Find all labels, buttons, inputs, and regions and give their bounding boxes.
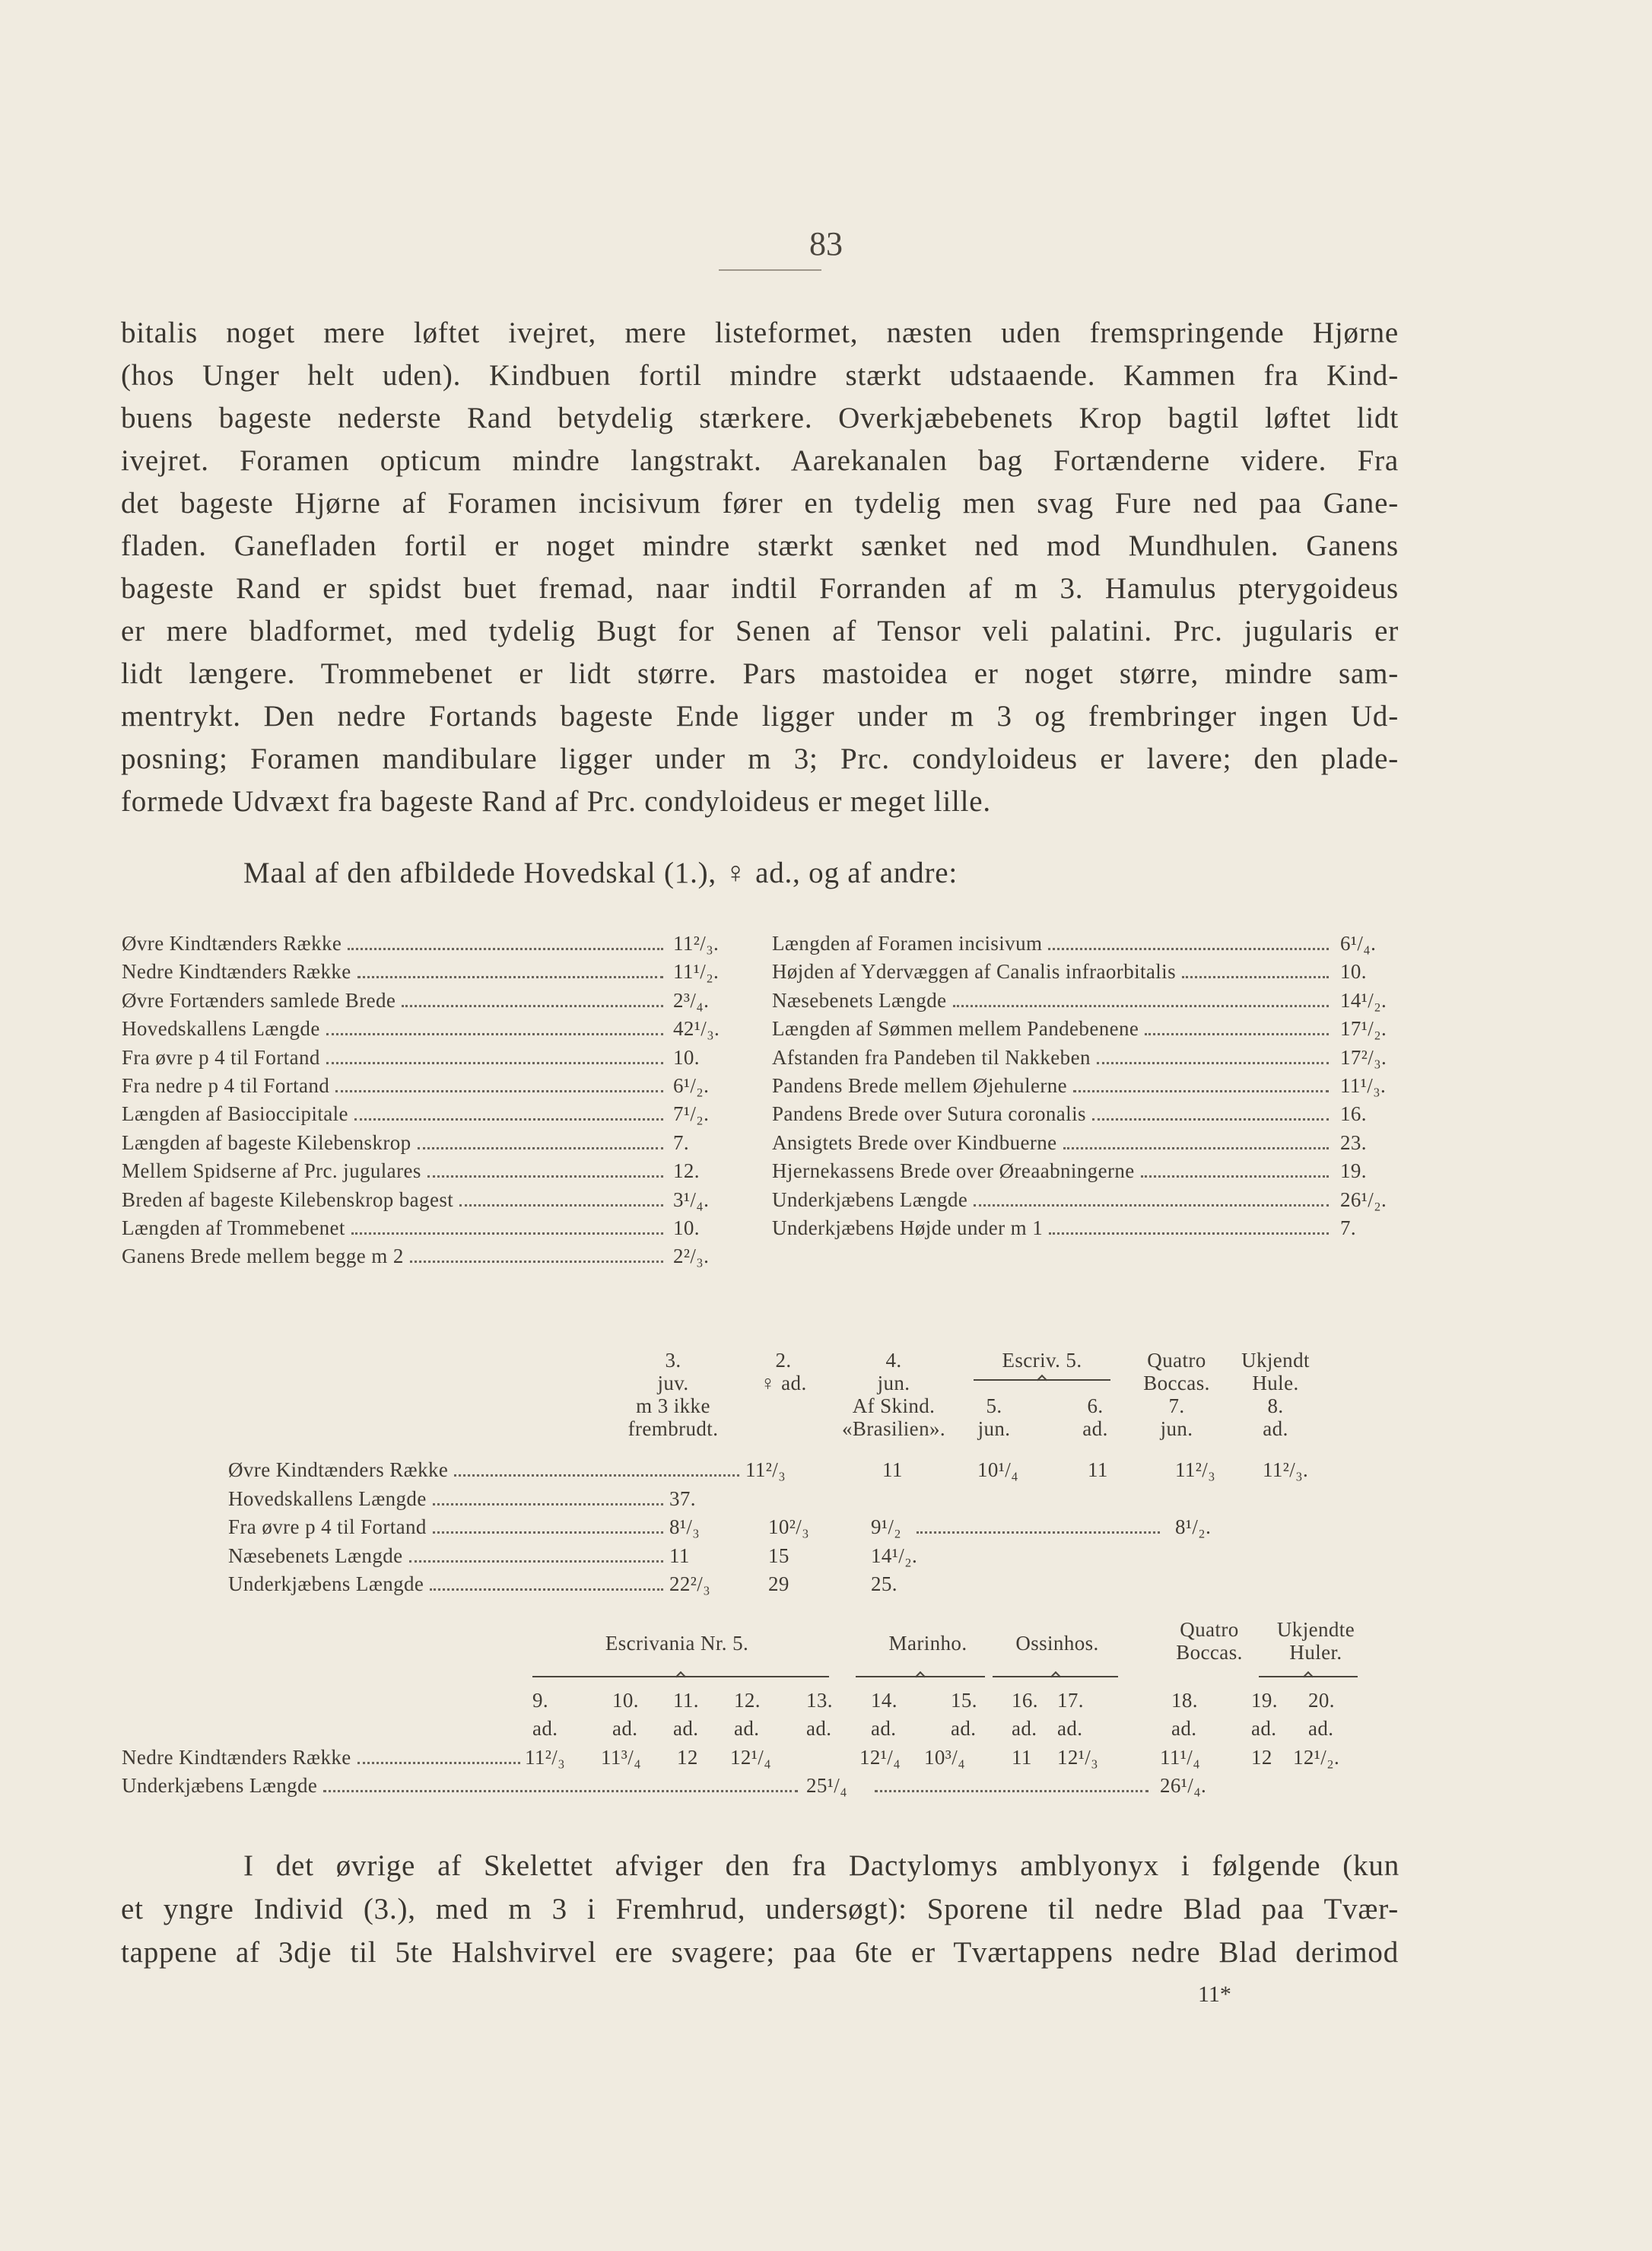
measure-label: Breden af bageste Kilebenskrop bagest [122, 1188, 454, 1211]
body-line: formede Udvæxt fra bageste Rand af Prc. condyloideus er meget lille. [121, 785, 991, 818]
column-age: ad. [612, 1717, 638, 1740]
table-header: jun. [977, 1417, 1011, 1440]
table-row-label: Hovedskallens Længde [228, 1487, 427, 1510]
measure-label: Fra øvre p 4 til Fortand [122, 1046, 320, 1069]
table-cell: 9¹/₂ [871, 1515, 902, 1538]
measure-value: 7¹/₂. [673, 1102, 710, 1125]
table-cell: 11²/₃ [525, 1746, 566, 1769]
table-row-label: Øvre Kindtænders Række [228, 1458, 449, 1481]
signature-mark: 11* [1198, 1982, 1231, 2007]
measure-value: 2³/₄. [673, 989, 710, 1012]
table-cell: 25¹/₄ [806, 1774, 848, 1797]
leader-dots [1145, 1032, 1329, 1035]
measure-label: Pandens Brede over Sutura coronalis [772, 1102, 1086, 1125]
table-header: Quatro [1147, 1349, 1206, 1372]
group-header: Escrivania Nr. 5. [605, 1632, 749, 1655]
measure-label: Længden af Basioccipitale [122, 1102, 348, 1125]
table-cell: 11 [882, 1458, 903, 1481]
body-line: ivejret. Foramen opticum mindre langstrakt. Aarekanalen bag Fortænderne videre. Fra [121, 444, 1399, 477]
measure-label: Længden af Foramen incisivum [772, 932, 1043, 955]
group-header: Ossinhos. [1015, 1632, 1099, 1655]
table-header: Boccas. [1143, 1372, 1210, 1394]
table-row-label: Fra øvre p 4 til Fortand [228, 1515, 427, 1538]
measure-value: 17¹/₂. [1340, 1017, 1387, 1040]
measure-label: Pandens Brede mellem Øjehulerne [772, 1074, 1068, 1097]
brace [974, 1379, 1110, 1387]
leader-dots [357, 1760, 520, 1764]
measure-value: 16. [1340, 1102, 1367, 1125]
column-age: ad. [1057, 1717, 1083, 1740]
table-cell: 11 [669, 1544, 690, 1567]
brace [993, 1676, 1118, 1683]
measure-value: 6¹/₂. [673, 1074, 710, 1097]
leader-dots [335, 1089, 663, 1092]
column-number: 12. [734, 1689, 761, 1712]
measure-value: 11²/₃. [673, 932, 720, 955]
leader-dots [433, 1530, 663, 1534]
leader-dots [323, 1788, 798, 1792]
table-header: 7. [1168, 1394, 1185, 1417]
table-cell: 29 [768, 1572, 789, 1595]
column-number: 11. [673, 1689, 699, 1712]
measure-label: Hjernekassens Brede over Øreaabningerne [772, 1159, 1135, 1182]
measure-value: 3¹/₄. [673, 1188, 710, 1211]
table-row-label: Underkjæbens Længde [228, 1572, 424, 1595]
table-header: jun. [1160, 1417, 1193, 1440]
table-cell: 11²/₃. [1263, 1458, 1309, 1481]
table-header: juv. [657, 1372, 689, 1394]
leader-dots [354, 1117, 663, 1121]
leader-dots [454, 1473, 739, 1477]
column-age: ad. [734, 1717, 760, 1740]
table-cell: 10²/₃ [768, 1515, 810, 1538]
body-line: det bageste Hjørne af Foramen incisivum fører en tydelig men svag Fure ned paa Gane- [121, 487, 1399, 520]
measure-label: Øvre Kindtænders Række [122, 932, 342, 955]
table-cell: 12¹/₄ [859, 1746, 901, 1769]
column-age: ad. [951, 1717, 977, 1740]
measure-value: 10. [673, 1216, 700, 1239]
body-line: lidt længere. Trommebenet er lidt større. Pars mastoidea er noget større, mindre sam- [121, 657, 1399, 690]
brace [1259, 1676, 1358, 1683]
column-age: ad. [871, 1717, 897, 1740]
table-cell: 11²/₃ [1175, 1458, 1216, 1481]
table-header: ad. [1082, 1417, 1108, 1440]
table-cell: 11 [1088, 1458, 1108, 1481]
measure-label: Underkjæbens Længde [772, 1188, 968, 1211]
leader-dots [326, 1060, 663, 1064]
group-header: Quatro [1180, 1618, 1239, 1641]
leader-dots [1141, 1174, 1329, 1178]
table-cell: 8¹/₂. [1175, 1515, 1212, 1538]
table-cell: 15 [768, 1544, 789, 1567]
leader-dots [430, 1587, 663, 1591]
table-header: «Brasilien». [841, 1417, 946, 1440]
table-row-label: Nedre Kindtænders Række [122, 1746, 351, 1769]
column-age: ad. [1012, 1717, 1037, 1740]
column-number: 13. [806, 1689, 833, 1712]
table-cell: 10¹/₄ [977, 1458, 1019, 1481]
measure-value: 17²/₃. [1340, 1046, 1387, 1069]
table-cell: 12 [1251, 1746, 1272, 1769]
leader-dots [326, 1032, 663, 1035]
table-cell: 11²/₃ [745, 1458, 786, 1481]
measure-label: Øvre Fortænders samlede Brede [122, 989, 396, 1012]
leader-dots [357, 974, 663, 978]
table-header: ad. [1263, 1417, 1288, 1440]
table-header: Hule. [1252, 1372, 1299, 1394]
leader-dots [1063, 1146, 1329, 1149]
body-line: er mere bladformet, med tydelig Bugt for Senen af Tensor veli palatini. Prc. jugularis er [121, 615, 1399, 647]
table-cell: 10³/₄ [924, 1746, 966, 1769]
table-header: Af Skind. [852, 1394, 936, 1417]
measure-value: 10. [673, 1046, 700, 1069]
table-header: 5. [986, 1394, 1002, 1417]
table-cell: 25. [871, 1572, 897, 1595]
leader-dots [917, 1530, 1160, 1534]
column-number: 14. [871, 1689, 897, 1712]
column-age: ad. [806, 1717, 832, 1740]
table-cell: 11³/₄ [601, 1746, 642, 1769]
leader-dots [1048, 946, 1329, 950]
group-header: Huler. [1289, 1641, 1342, 1664]
measure-value: 11¹/₃. [1340, 1074, 1387, 1097]
table-header: m 3 ikke [636, 1394, 710, 1417]
measure-label: Ganens Brede mellem begge m 2 [122, 1245, 404, 1267]
table-cell: 12¹/₄ [730, 1746, 772, 1769]
table-cell: 22²/₃ [669, 1572, 711, 1595]
column-age: ad. [1251, 1717, 1277, 1740]
measure-label: Ansigtets Brede over Kindbuerne [772, 1131, 1057, 1154]
table-header: Escriv. 5. [1002, 1349, 1082, 1372]
column-number: 10. [612, 1689, 639, 1712]
measure-value: 11¹/₂. [673, 960, 720, 983]
leader-dots [410, 1259, 663, 1263]
body-line: tappene af 3dje til 5te Halshvirvel ere svagere; paa 6te er Tværtappens nedre Blad derimod [121, 1936, 1399, 1969]
group-header: Ukjendte [1276, 1618, 1355, 1641]
column-age: ad. [532, 1717, 558, 1740]
table-header: 3. [665, 1349, 681, 1372]
table-header: jun. [877, 1372, 910, 1394]
table-row-label: Underkjæbens Længde [122, 1774, 318, 1797]
measure-value: 19. [1340, 1159, 1367, 1182]
leader-dots [348, 946, 663, 950]
body-line: I det øvrige af Skelettet afviger den fra Dactylomys amblyonyx i følgende (kun [243, 1849, 1399, 1882]
table-header: frembrudt. [627, 1417, 719, 1440]
body-line: bageste Rand er spidst buet fremad, naar indtil Forranden af m 3. Hamulus pterygoideus [121, 572, 1399, 605]
leader-dots [974, 1203, 1329, 1207]
leader-dots [402, 1003, 663, 1007]
table-header: 2. [775, 1349, 792, 1372]
table-row-label: Næsebenets Længde [228, 1544, 403, 1567]
column-age: ad. [673, 1717, 699, 1740]
leader-dots [1182, 974, 1329, 978]
measure-label: Næsebenets Længde [772, 989, 947, 1012]
measure-label: Længden af Trommebenet [122, 1216, 345, 1239]
table-cell: 12 [677, 1746, 698, 1769]
leader-dots [459, 1203, 663, 1207]
table-header: 4. [885, 1349, 902, 1372]
measure-value: 7. [673, 1131, 690, 1154]
body-line: et yngre Individ (3.), med m 3 i Fremhrud, undersøgt): Sporene til nedre Blad paa Tvær- [121, 1893, 1399, 1925]
measure-value: 6¹/₄. [1340, 932, 1377, 955]
table-header: Ukjendt [1241, 1349, 1310, 1372]
body-line: bitalis noget mere løftet ivejret, mere listeformet, næsten uden fremspringende Hjørne [121, 316, 1399, 349]
table-header: 8. [1267, 1394, 1284, 1417]
group-header: Boccas. [1176, 1641, 1243, 1664]
measure-label: Længden af Sømmen mellem Pandebenene [772, 1017, 1139, 1040]
measure-value: 2²/₃. [673, 1245, 710, 1267]
measure-label: Afstanden fra Pandeben til Nakkeben [772, 1046, 1091, 1069]
column-number: 9. [532, 1689, 549, 1712]
body-line: (hos Unger helt uden). Kindbuen fortil mindre stærkt udstaaende. Kammen fra Kind- [121, 359, 1399, 392]
column-number: 17. [1057, 1689, 1084, 1712]
column-number: 15. [951, 1689, 977, 1712]
leader-dots [433, 1502, 663, 1505]
table-cell: 8¹/₃ [669, 1515, 701, 1538]
measure-label: Underkjæbens Højde under m 1 [772, 1216, 1044, 1239]
measure-label: Hovedskallens Længde [122, 1017, 320, 1040]
leader-dots [1049, 1231, 1329, 1235]
leader-dots [953, 1003, 1329, 1007]
column-number: 20. [1308, 1689, 1335, 1712]
leader-dots [409, 1559, 663, 1563]
measure-value: 23. [1340, 1131, 1367, 1154]
leader-dots [875, 1788, 1148, 1792]
table-cell: 11 [1012, 1746, 1032, 1769]
brace [532, 1676, 829, 1683]
measure-label: Mellem Spidserne af Prc. jugulares [122, 1159, 421, 1182]
table-cell: 12¹/₃ [1057, 1746, 1099, 1769]
leader-dots [427, 1174, 663, 1178]
table-cell: 14¹/₂. [871, 1544, 918, 1567]
leader-dots [1073, 1089, 1329, 1092]
measure-label: Højden af Ydervæggen af Canalis infraorbitalis [772, 960, 1176, 983]
leader-dots [1092, 1117, 1329, 1121]
body-line: mentrykt. Den nedre Fortands bageste Ende ligger under m 3 og frembringer ingen Ud- [121, 700, 1399, 733]
measure-label: Nedre Kindtænders Række [122, 960, 351, 983]
page-number-rule [719, 269, 821, 271]
body-line: posning; Foramen mandibulare ligger under m 3; Prc. condyloideus er lavere; den plade- [121, 742, 1399, 775]
measure-value: 42¹/₃. [673, 1017, 720, 1040]
table-header: 6. [1087, 1394, 1104, 1417]
measure-value: 26¹/₂. [1340, 1188, 1387, 1211]
brace [856, 1676, 985, 1683]
measure-value: 12. [673, 1159, 700, 1182]
leader-dots [418, 1146, 663, 1149]
table-header: ♀ ad. [760, 1372, 807, 1394]
measure-label: Længden af bageste Kilebenskrop [122, 1131, 411, 1154]
measure-label: Fra nedre p 4 til Fortand [122, 1074, 330, 1097]
column-age: ad. [1308, 1717, 1334, 1740]
column-number: 16. [1012, 1689, 1038, 1712]
leader-dots [1097, 1060, 1329, 1064]
column-number: 19. [1251, 1689, 1278, 1712]
body-line: fladen. Ganefladen fortil er noget mindre stærkt sænket ned mod Mundhulen. Ganens [121, 529, 1399, 562]
measure-value: 7. [1340, 1216, 1357, 1239]
page-number: 83 [809, 225, 843, 262]
measure-value: 14¹/₂. [1340, 989, 1387, 1012]
table-cell: 26¹/₄. [1160, 1774, 1207, 1797]
intro-line: Maal af den afbildede Hovedskal (1.), ♀ ad., og af andre: [243, 857, 958, 889]
column-number: 18. [1171, 1689, 1198, 1712]
table-cell: 12¹/₂. [1293, 1746, 1340, 1769]
column-age: ad. [1171, 1717, 1197, 1740]
group-header: Marinho. [888, 1632, 967, 1655]
measure-value: 10. [1340, 960, 1367, 983]
table-cell: 37. [669, 1487, 696, 1510]
table-cell: 11¹/₄ [1160, 1746, 1201, 1769]
leader-dots [351, 1231, 663, 1235]
body-line: buens bageste nederste Rand betydelig stærkere. Overkjæbebenets Krop bagtil løftet lidt [121, 402, 1399, 434]
